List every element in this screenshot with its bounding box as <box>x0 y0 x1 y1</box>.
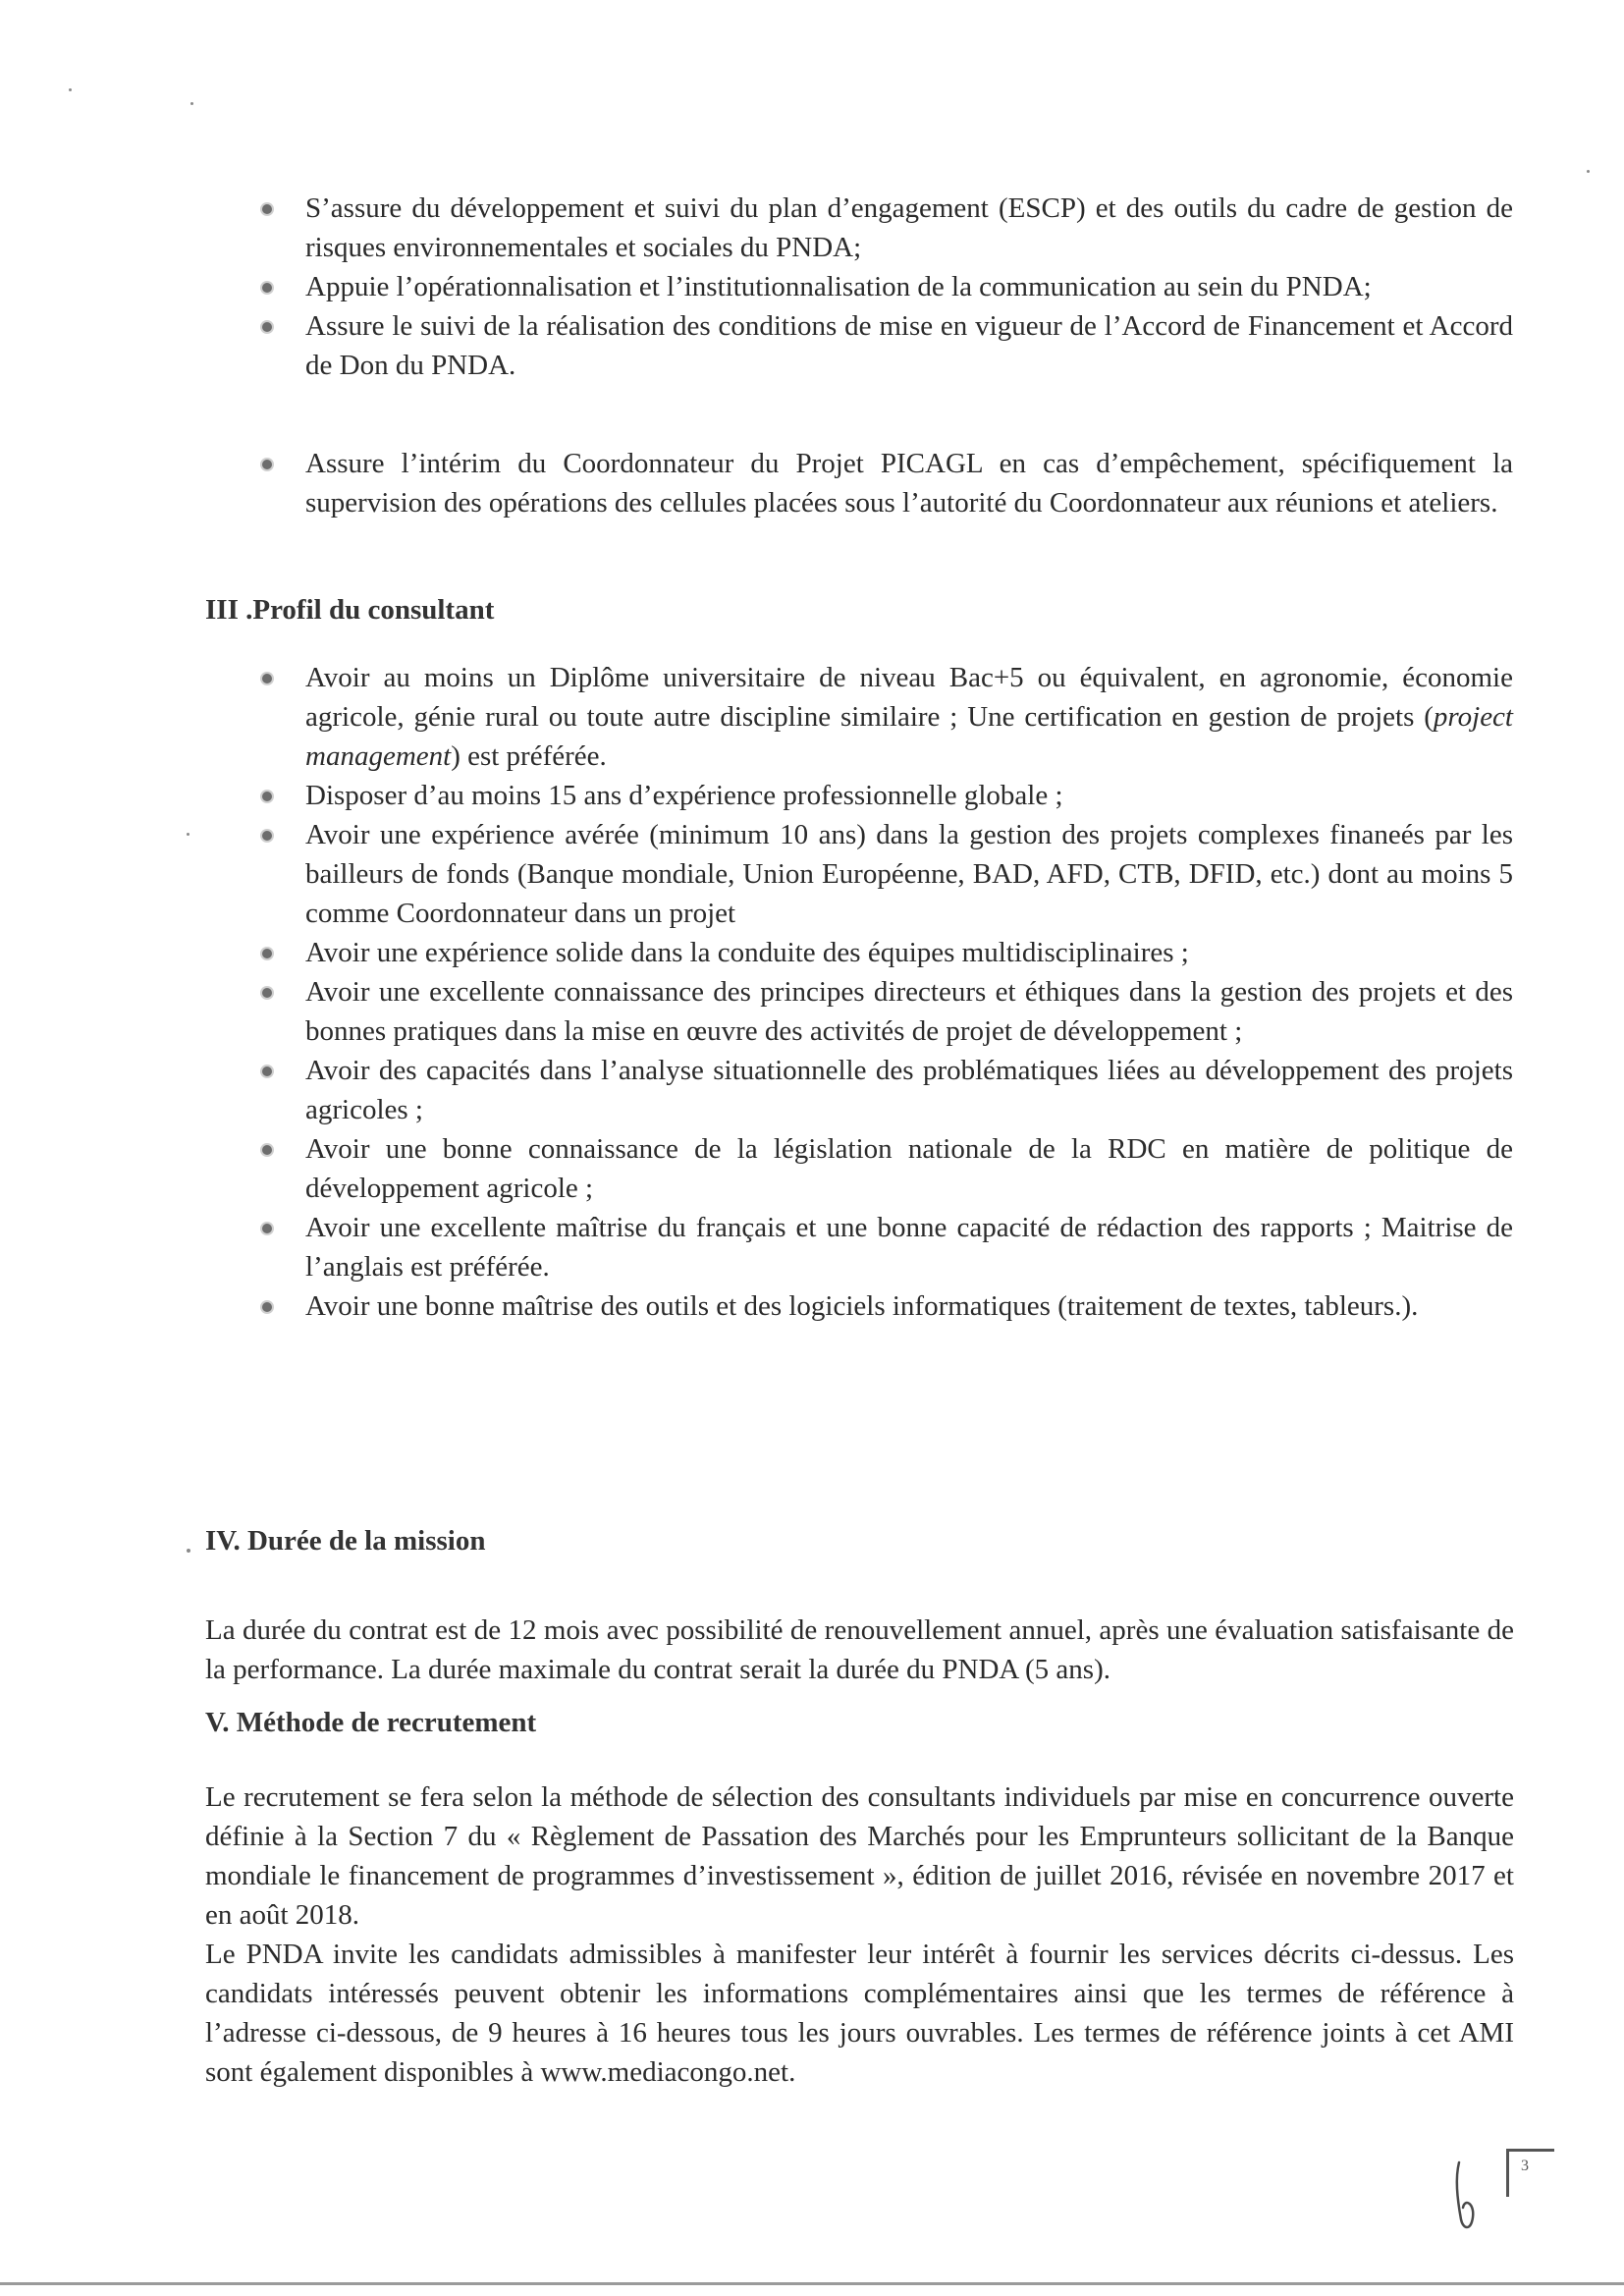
scan-bottom-edge <box>0 2282 1624 2285</box>
bullet-icon <box>262 949 272 958</box>
bullet-icon <box>262 1224 272 1233</box>
scan-speck <box>187 1549 190 1553</box>
scan-speck <box>1587 170 1590 173</box>
bullet-icon <box>262 792 272 801</box>
section5-paragraph-1: Le recrutement se fera selon la méthode de sélection des consultants individuels par mise en concurrence ouverte définie à la Section 7 du « Règlement de Passation des Marchés pour les Emprunteurs sollicitant de la Banque mondiale le financement de programmes d’investissement », édition de juillet 2016, révisée en novembre 2017 et en août 2018. <box>205 1781 1514 1931</box>
list-item: Avoir une excellente connaissance des principes directeurs et éthiques dans la gestion des projets et des bonnes pratiques dans la mise en œuvre des activités de projet de développement ; <box>305 972 1513 1051</box>
list-item: Avoir une excellente maîtrise du français et une bonne capacité de rédaction des rapports ; Maitrise de l’anglais est préférée. <box>305 1208 1513 1286</box>
section5-heading: V. Méthode de recrutement <box>205 1707 537 1738</box>
section3-heading: III .Profil du consultant <box>205 594 495 626</box>
list-item: Avoir au moins un Diplôme universitaire de niveau Bac+5 ou équivalent, en agronomie, économie agricole, génie rural ou toute autre discipline similaire ; Une certification en gestion de projets (project management) est préférée. <box>305 658 1513 776</box>
handwritten-initial-icon <box>1451 2159 1490 2237</box>
italic-term: project management <box>305 701 1513 772</box>
list-item: Disposer d’au moins 15 ans d’expérience professionnelle globale ; <box>305 776 1513 815</box>
bullet-icon <box>262 1145 272 1155</box>
list-item: S’assure du développement et suivi du plan d’engagement (ESCP) et des outils du cadre de gestion de risques environnementales et sociales du PNDA; <box>305 189 1513 267</box>
bullet-icon <box>262 204 272 214</box>
section4-paragraph: La durée du contrat est de 12 mois avec possibilité de renouvellement annuel, après une évaluation satisfaisante de la performance. La durée maximale du contrat serait la durée du PNDA (5 ans). <box>205 1614 1514 1685</box>
bullet-icon <box>262 322 272 332</box>
bullet-icon <box>262 460 272 469</box>
section4-heading: IV. Durée de la mission <box>205 1525 486 1557</box>
list-item: Assure l’intérim du Coordonnateur du Projet PICAGL en cas d’empêchement, spécifiquement la supervision des opérations des cellules placées sous l’autorité du Coordonnateur aux réunions et ateliers. <box>305 444 1513 522</box>
bullet-icon <box>262 674 272 683</box>
list-item: Avoir une bonne connaissance de la législation nationale de la RDC en matière de politique de développement agricole ; <box>305 1129 1513 1208</box>
bullet-icon <box>262 831 272 841</box>
list-item: Avoir une bonne maîtrise des outils et des logiciels informatiques (traitement de textes, tableurs.). <box>305 1286 1513 1326</box>
section5-paragraph-2: Le PNDA invite les candidats admissibles à manifester leur intérêt à fournir les services décrits ci-dessus. Les candidats intéressés peuvent obtenir les informations complémentaires ainsi que les termes de référence à l’adresse ci-dessous, de 9 heures à 16 heures tous les jours ouvrables. Les termes de référence joints à cet AMI sont également disponibles à www.mediacongo.net. <box>205 1939 1514 2088</box>
page-number-corner <box>1506 2149 1554 2197</box>
bullet-icon <box>262 283 272 293</box>
section2-bullet-list-a <box>305 189 1513 385</box>
bullet-icon <box>262 988 272 998</box>
scan-speck <box>187 833 189 836</box>
list-item: Avoir des capacités dans l’analyse situationnelle des problématiques liées au développement des projets agricoles ; <box>305 1051 1513 1129</box>
bullet-icon <box>262 1066 272 1076</box>
scan-speck <box>190 102 193 105</box>
list-item: Avoir une expérience avérée (minimum 10 ans) dans la gestion des projets complexes finaneés par les bailleurs de fonds (Banque mondiale, Union Européenne, BAD, AFD, CTB, DFID, etc.) dont au moins 5 comme Coordonnateur dans un projet <box>305 815 1513 933</box>
page-number: 3 <box>1521 2158 1529 2174</box>
list-item: Appuie l’opérationnalisation et l’institutionnalisation de la communication au sein du PNDA; <box>305 267 1513 306</box>
list-item: Avoir une expérience solide dans la conduite des équipes multidisciplinaires ; <box>305 933 1513 972</box>
scan-speck <box>69 88 72 91</box>
section3-bullet-list <box>305 658 1513 1326</box>
list-item: Assure le suivi de la réalisation des conditions de mise en vigueur de l’Accord de Financement et Accord de Don du PNDA. <box>305 306 1513 385</box>
bullet-icon <box>262 1302 272 1312</box>
section2-bullet-list-b <box>305 444 1513 522</box>
